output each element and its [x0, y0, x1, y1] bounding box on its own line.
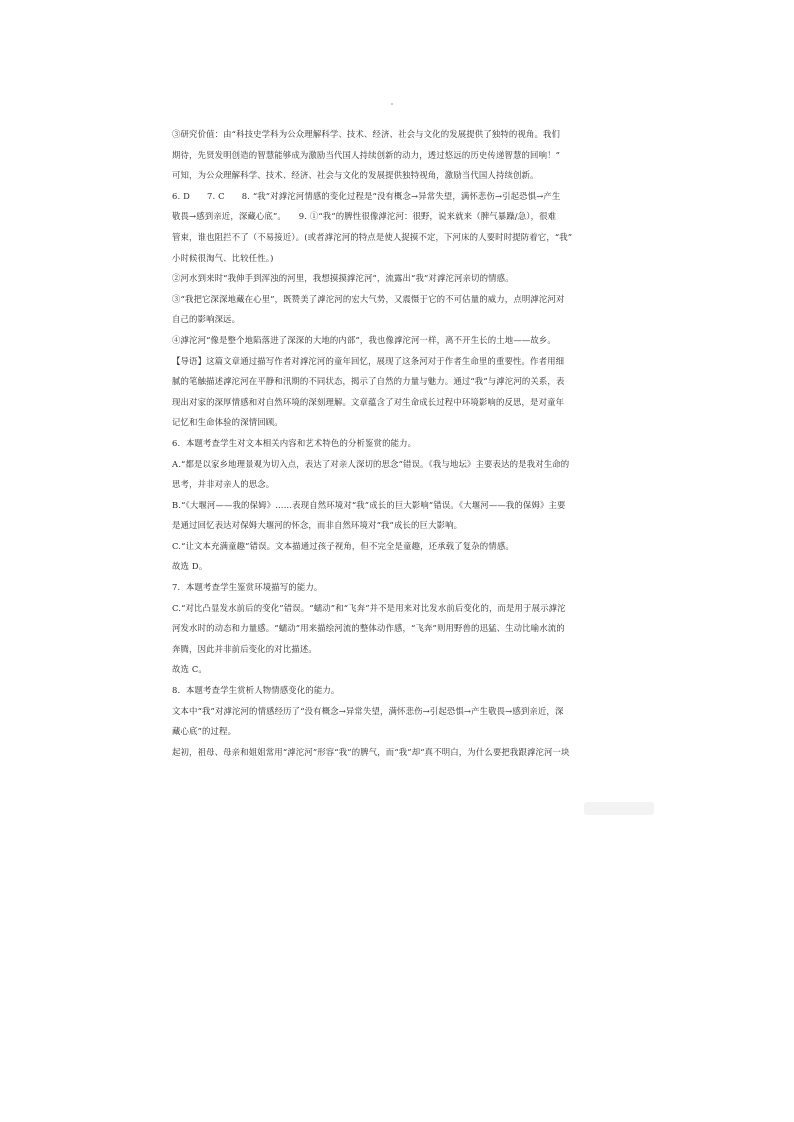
text-line: 期待，先贤发明创造的智慧能够成为激励当代国人持续创新的动力，透过悠远的历史传递智慧的回响！”	[172, 149, 561, 160]
text-line: ④滹沱河“像是整个地陷落进了深深的大地的内部”，我也像滹沱河一样，离不开生长的土地——故乡。	[172, 334, 556, 345]
scan-speck	[391, 103, 393, 105]
text-line: ③研究价值：由“科技史学科为公众理解科学、技术、经济、社会与文化的发展提供了独特的视角。我们	[172, 129, 561, 139]
text-line: 管束，谁也阻拦不了（不易接近）。(或者滹沱河的特点是使人捉摸不定，下河床的人要时时提防着它，“我”	[172, 231, 573, 242]
answer-choice: 故选 C。	[172, 664, 207, 675]
guide-paragraph-line: 【导语】这篇文章通过描写作者对滹沱河的童年回忆，展现了这条河对于作者生命里的重要性。作者用细	[172, 355, 565, 366]
text-line: C.“让文本充满童趣”错误。文本描通过孩子视角，但不完全是童趣，还承载了复杂的情感。	[172, 540, 514, 551]
text-line: 小时候很淘气、比较任性。)	[172, 252, 274, 263]
document-page	[172, 124, 624, 762]
text-line: 敬畏→感到亲近，深藏心底”。 9. ①“我”的脾性很像滹沱河：很野，说来就来（脾气暴躁/急），很难	[172, 211, 557, 222]
question-heading: 7．本题考查学生鉴赏环境描写的能力。	[172, 582, 323, 593]
answer-choice: 故选 D。	[172, 561, 208, 572]
text-line: 河发水时的动态和力量感。“蠕动”用来描绘河流的整体动作感，“飞奔”则用野兽的迅猛、生动比喻水流的	[172, 623, 565, 634]
text-line: ③“我把它深深地藏在心里”，既赞美了滹沱河的宏大气势，又震慑于它的不可估量的威力，点明滹沱河对	[172, 293, 565, 304]
question-heading: 8．本题考查学生赏析人物情感变化的能力。	[172, 685, 340, 696]
guide-paragraph-line: 现出对家的深厚情感和对自然环境的深刻理解。文章蕴含了对生命成长过程中环境影响的反思，是对童年	[172, 396, 565, 407]
answer-line: 6. D 7. C 8. “我”对滹沱河情感的变化过程是“没有概念→异常失望，满怀悲伤→引起恐惧→产生	[172, 190, 561, 201]
text-line: 思考，并非对亲人的思念。	[172, 479, 275, 490]
text-line: 自己的影响深远。	[172, 314, 241, 325]
text-line: ②河水到来时“我伸手到浑浊的河里，我想摸摸滹沱河”，流露出“我”对滹沱河亲切的情感。	[172, 273, 514, 284]
text-line: C.“对比凸显发水前后的变化”错误。“蠕动”和“飞奔”并不是用来对比发水前后变化的，而是用于展示滹沱	[172, 602, 566, 613]
text-line: B.“《大堰河——我的保姆》……表现自然环境对“我”成长的巨大影响”错误。《大堰河——我的保姆》主要	[172, 499, 566, 510]
text-line: 是通过回忆表达对保姆大堰河的怀念，而非自然环境对“我”成长的巨大影响。	[172, 520, 463, 531]
scan-smudge	[584, 802, 654, 815]
guide-paragraph-line: 腻的笔触描述滹沱河在平静和汛期的不同状态，揭示了自然的力量与魅力。通过“我”与滹沱河的关系，表	[172, 376, 565, 387]
text-line: A.“都是以家乡地理景观为切入点，表达了对亲人深切的思念”错误。《我与地坛》主要表达的是我对生命的	[172, 458, 570, 469]
text-line: 起初，祖母、母亲和姐姐常用“滹沱河”形容“我”的脾气，而“我”却“真不明白，为什么要把我跟滹沱河一块	[172, 746, 570, 757]
text-line: 藏心底”的过程。	[172, 726, 237, 737]
text-line: 奔腾，因此并非前后变化的对比描述。	[172, 643, 317, 654]
guide-paragraph-line: 记忆和生命体验的深情回顾。	[172, 417, 283, 428]
question-heading: 6．本题考查学生对文本相关内容和艺术特色的分析鉴赏的能力。	[172, 437, 417, 448]
text-line: 可知，为公众理解科学、技术、经济、社会与文化的发展提供独特视角，激励当代国人持续创新。	[172, 170, 539, 181]
text-line: 文本中“我”对滹沱河的情感经历了“没有概念→异常失望，满怀悲伤→引起恐惧→产生敬畏→感到亲近，深	[172, 705, 564, 716]
